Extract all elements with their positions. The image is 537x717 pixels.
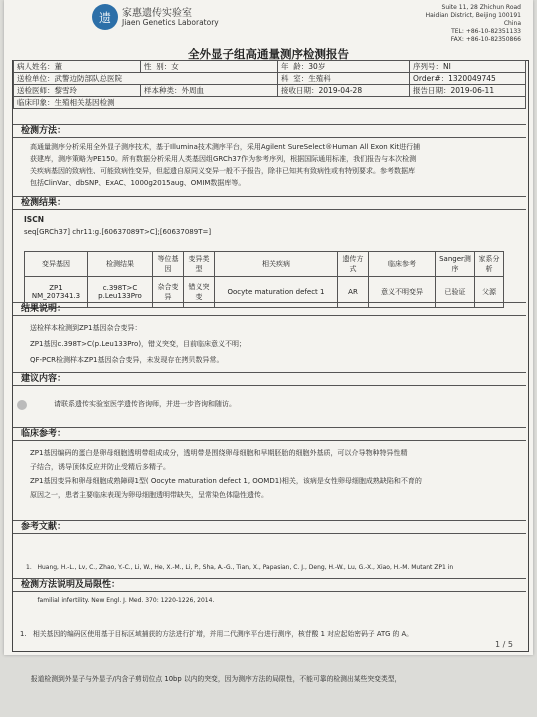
method-line: 关疾病基因的致病性、可能致病性变异，但起遗自原同义变异一般不予报告，除非已知其有致病性或有特别要求。参考数据库 [30,167,415,175]
serial-number: 序列号：NI [410,61,526,73]
letterhead [4,0,533,43]
cell-type: 错义突变 [184,277,215,308]
order-number: Order#：1320049745 [410,73,526,85]
method-text [30,141,520,189]
patient-age: 年 龄：30岁 [278,61,410,73]
col-sanger: Sanger测序 [436,252,475,277]
address-line: China [503,20,521,27]
iscn-value: seq[GRCh37] chr11:g.[60637089T>C];[60637089T=] [24,228,212,236]
lab-name-en: Jiaen Genetics Laboratory [122,18,219,27]
ref-line: 1. Huang, H.-L., Lv, C., Zhao, Y.-C., Li, W., He, X.-M., Li, P., Sha, A.-G., Tian, X., Papasian, C. J., Deng, H.-W., Lu, G.-X., Xiao, H.-M. Mutant ZP1 in [26,564,454,571]
explain-line: QF-PCR检测样本ZP1基因杂合变异，未发现存在拷贝数异常。 [30,356,224,364]
clinical-impression: 临床印象：生殖相关基因检测 [14,97,526,109]
col-allele: 等位基因 [153,252,184,277]
col-type: 变异类型 [184,252,215,277]
section-refs: 参考文献： [13,520,526,534]
iscn-label: ISCN [24,215,44,224]
cell-inheritance: AR [338,277,369,308]
explain-line: ZP1基因c.398T>C(p.Leu133Pro)，错义突变，目前临床意义不明； [30,340,247,348]
report-date: 报告日期：2019-06-11 [410,85,526,97]
lab-address [426,4,521,44]
address-line: TEL: +86-10-82351133 [451,28,521,35]
col-disease: 相关疾病 [215,252,338,277]
limits-text [20,597,525,717]
page-number: 1 / 5 [495,640,513,649]
lab-logo: 遗 [92,4,118,30]
cell-disease: Oocyte maturation defect 1 [215,277,338,308]
patient-info-table [13,60,526,109]
variant-table [24,251,504,308]
sending-doctor: 送检医师：黎雪玲 [14,85,141,97]
address-line: FAX: +86-10-82350866 [450,36,521,43]
section-result: 检测结果： [13,196,526,210]
cell-result: c.398T>C p.Leu133Pro [88,277,153,308]
department: 科 室：生殖科 [278,73,410,85]
explain-line: 送检样本检测到ZP1基因杂合变异： [30,324,142,332]
sending-unit: 送检单位：武警边防部队总医院 [14,73,278,85]
section-clinical: 临床参考： [13,427,526,441]
limits-line: 1. 相关基因的编码区使用基于目标区域捕获的方法进行扩增，并用二代测序平台进行测序，核苷酸 1 对应起始密码子 ATG 的 A。 [20,630,413,638]
cell-gene: ZP1 NM_207341.3 [25,277,88,308]
clinical-line: ZP1基因变异和卵母细胞成熟障碍1型( Oocyte maturation defect 1, OOMD1)相关，该病是女性卵母细胞成熟缺陷和不育的 [30,477,422,485]
punch-hole [17,400,27,410]
section-advice: 建议内容： [13,372,526,386]
clinical-line: 子结合，诱导顶体反应并防止受精后多精子。 [30,463,170,471]
clinical-line: 原因之一，患者主要临床表现为卵母细胞透明带缺失，呈常染色体隐性遗传。 [30,491,268,499]
report-page [4,0,533,683]
explain-text [30,320,520,368]
method-line: 高通量测序分析采用全外显子测序技术，基于Illumina技术测序平台，采用Agilent SureSelect®Human All Exon Kit进行捕 [30,143,421,151]
address-line: Suite 11, 28 Zhichun Road [441,4,521,11]
cell-clinical: 意义不明变异 [369,277,436,308]
col-clinical: 临床参考 [369,252,436,277]
limits-line: 报道检测到外显子与外显子/内含子剪切位点 10bp 以内的突变，因为测序方法的局限性，不能可靠的检测出某些突变类型， [20,675,402,683]
section-limits: 检测方法说明及局限性： [13,578,526,592]
cell-sanger: 已验证 [436,277,475,308]
advice-text: 请联系遗传实验室医学遗传咨询师，并进一步咨询和随访。 [54,400,236,408]
clinical-line: ZP1基因编码的蛋白是卵母细胞透明带组成成分，透明带是围绕卵母细胞和早期胚胎的细胞外基质，可以介导物种特异性精 [30,449,408,457]
address-line: Haidian District, Beijing 100191 [425,12,521,19]
col-family: 家系分析 [475,252,504,277]
ref-line: familial infertility. New Engl. J. Med. 370: 1220-1226, 2014. [26,597,215,604]
method-line: 获建库，测序策略为PE150。所有数据分析采用人类基因组GRCh37作为参考序列，根据国际通用标准，我们报告与本次检测 [30,155,417,163]
patient-sex: 性 别：女 [141,61,278,73]
patient-name: 病人姓名：董 [14,61,141,73]
cell-allele: 杂合变异 [153,277,184,308]
cell-family: 父源 [475,277,504,308]
received-date: 接收日期：2019-04-28 [278,85,410,97]
clinical-text [30,446,520,502]
section-explain: 结果说明： [13,302,526,316]
lab-name-cn: 家惠遗传实验室 [122,8,192,19]
variant-table-header [25,252,504,277]
method-line: 包括ClinVar、dbSNP、ExAC、1000g2015aug、OMIM数据库等。 [30,179,246,187]
report-title: 全外显子组高通量测序检测报告 [188,47,349,61]
sample-type: 样本种类：外周血 [141,85,278,97]
section-method: 检测方法： [13,124,526,138]
col-inheritance: 遗传方式 [338,252,369,277]
col-gene: 变异基因 [25,252,88,277]
col-result: 检测结果 [88,252,153,277]
